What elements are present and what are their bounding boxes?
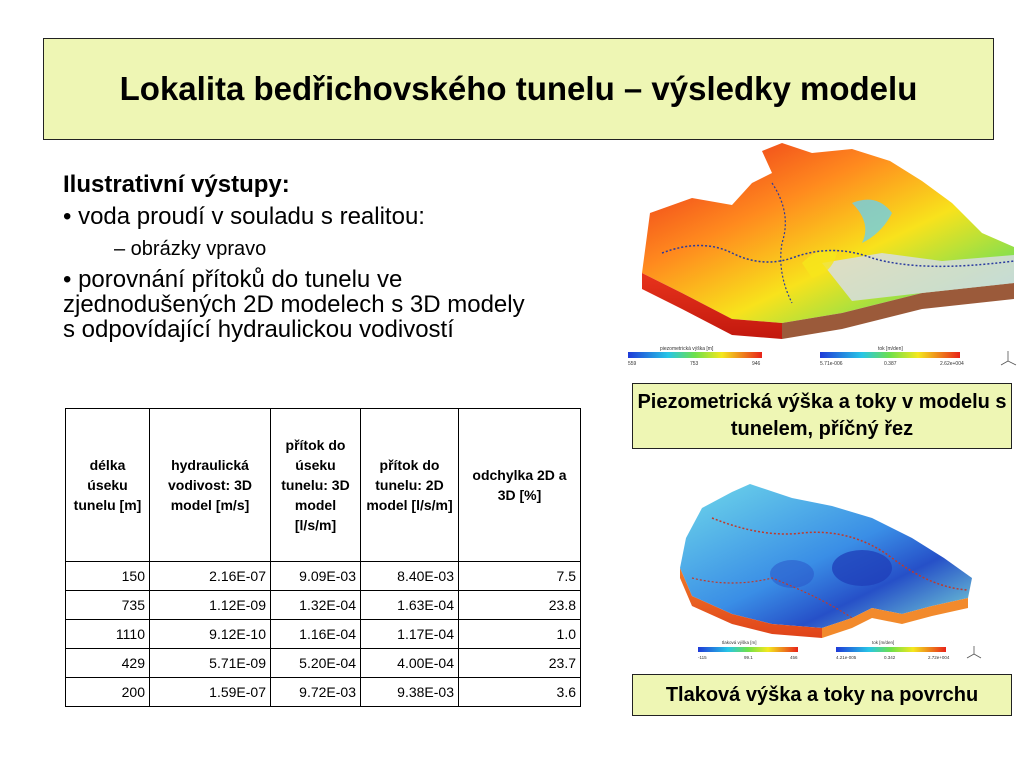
colorbar-flux (820, 346, 964, 367)
cell-inflow-2d: 9.38E-03 (361, 678, 459, 707)
colorbar-piezometric (628, 346, 762, 367)
legend-left-tick: 559 (628, 361, 637, 367)
legend-right-title: tok [m/den] (872, 640, 895, 645)
cell-inflow-3d: 5.20E-04 (271, 649, 361, 678)
surface-model (680, 484, 972, 638)
colorbar-pressure (698, 640, 798, 660)
page-title: Lokalita bedřichovského tunelu – výsledky modelu (119, 70, 918, 107)
legend-left-tick: 456 (790, 655, 798, 660)
cell-inflow-2d: 1.17E-04 (361, 620, 459, 649)
axis-triad-icon (1001, 351, 1016, 365)
cell-inflow-3d: 9.09E-03 (271, 562, 361, 591)
header-inflow-3d: přítok do úseku tunelu: 3D model [l/s/m] (271, 409, 361, 562)
colorbar-flux-2 (836, 640, 950, 660)
legend-right-tick: 5.71e-006 (820, 361, 843, 367)
cell-deviation: 23.8 (459, 591, 581, 620)
header-conductivity: hydraulická vodivost: 3D model [m/s] (150, 409, 271, 562)
axis-triad-icon (967, 646, 981, 658)
cell-inflow-3d: 9.72E-03 (271, 678, 361, 707)
table-row (66, 562, 581, 591)
bullet-heading: Ilustrativní výstupy: (63, 171, 290, 198)
header-inflow-2d: přítok do tunelu: 2D model [l/s/m] (361, 409, 459, 562)
cell-conductivity: 9.12E-10 (150, 620, 271, 649)
legend-left-tick: 99.1 (744, 655, 753, 660)
table-row (66, 591, 581, 620)
legend-right-tick: 4.21e-005 (836, 655, 857, 660)
cell-length: 429 (66, 649, 150, 678)
cell-inflow-2d: 4.00E-04 (361, 649, 459, 678)
cell-length: 150 (66, 562, 150, 591)
cell-conductivity: 2.16E-07 (150, 562, 271, 591)
legend-right-tick: 2.72e+004 (928, 655, 950, 660)
table-row (66, 649, 581, 678)
cell-conductivity: 1.12E-09 (150, 591, 271, 620)
cell-deviation: 3.6 (459, 678, 581, 707)
model-surface (642, 143, 1014, 339)
legend-right-title: tok [m/den] (878, 346, 903, 352)
cell-length: 200 (66, 678, 150, 707)
cell-conductivity: 1.59E-07 (150, 678, 271, 707)
figure1-caption: Piezometrická výška a toky v modelu s tunelem, příčný řez (632, 383, 1012, 449)
cell-length: 735 (66, 591, 150, 620)
legend-left-tick: -115 (698, 655, 707, 660)
legend-left-title: piezometrická výška [m] (660, 346, 714, 352)
cell-deviation: 7.5 (459, 562, 581, 591)
legend-left-title: tlaková výška [m] (722, 640, 757, 645)
cell-length: 1110 (66, 620, 150, 649)
legend-left-tick: 946 (752, 361, 761, 367)
piezometric-model-figure (622, 143, 1020, 373)
legend-right-tick: 0.387 (884, 361, 897, 367)
cell-deviation: 1.0 (459, 620, 581, 649)
pressure-head-figure (672, 478, 988, 674)
bullet-item-1: • voda proudí v souladu s realitou: (63, 203, 425, 230)
cell-inflow-2d: 1.63E-04 (361, 591, 459, 620)
table-header-row (66, 409, 581, 562)
cell-inflow-3d: 1.32E-04 (271, 591, 361, 620)
legend-right-tick: 2.62e+004 (940, 361, 964, 367)
header-length: délka úseku tunelu [m] (66, 409, 150, 562)
results-table (65, 408, 581, 707)
bullet-subitem-1: – obrázky vpravo (114, 238, 267, 260)
table-row (66, 678, 581, 707)
legend-left-tick: 753 (690, 361, 699, 367)
legend-right-tick: 0.342 (884, 655, 896, 660)
figure2-caption: Tlaková výška a toky na povrchu (632, 674, 1012, 716)
cell-inflow-3d: 1.16E-04 (271, 620, 361, 649)
cell-conductivity: 5.71E-09 (150, 649, 271, 678)
bullet-item-2: • porovnání přítoků do tunelu ve zjednodušených 2D modelech s 3D modely s odpovídající hydraulickou vodivostí (63, 266, 525, 343)
header-deviation: odchylka 2D a 3D [%] (459, 409, 581, 562)
table-row (66, 620, 581, 649)
title-box (43, 38, 994, 140)
cell-deviation: 23.7 (459, 649, 581, 678)
cell-inflow-2d: 8.40E-03 (361, 562, 459, 591)
bullet-list (63, 170, 623, 342)
